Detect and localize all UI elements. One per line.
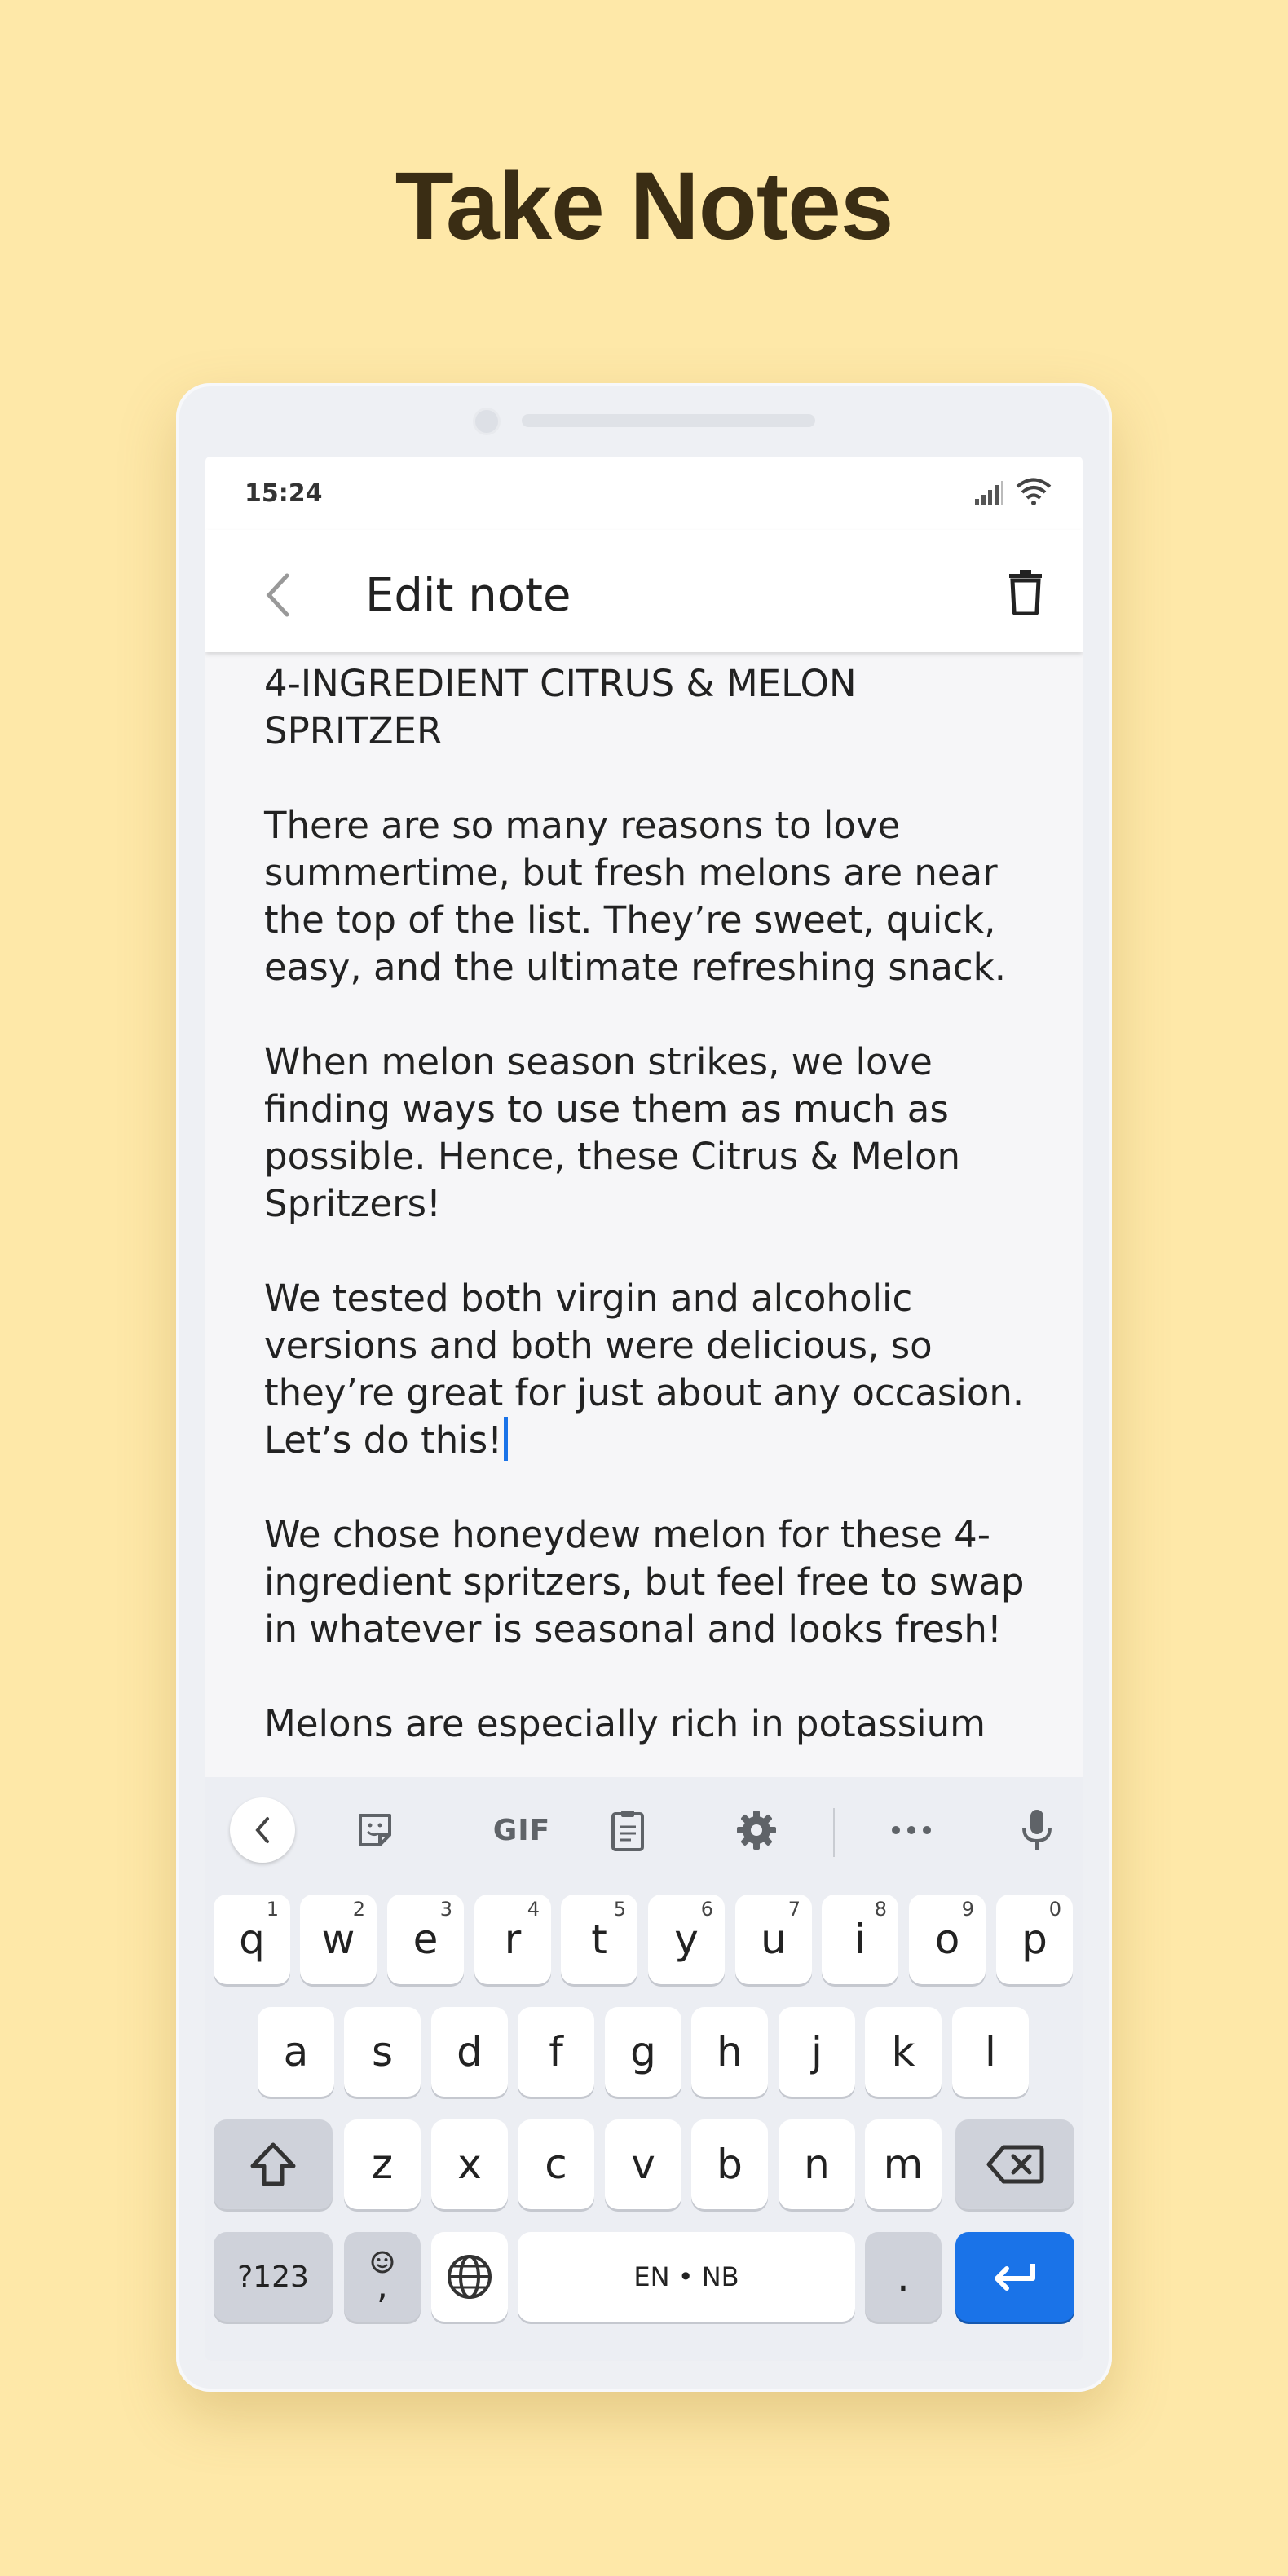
voice-input-button[interactable] [1004, 1797, 1070, 1863]
headline: Take Notes [395, 152, 893, 260]
key-n[interactable]: n [779, 2119, 855, 2209]
trash-icon [1008, 569, 1043, 615]
key-f[interactable]: f [518, 2007, 594, 2097]
note-paragraph-4: We chose honeydew melon for these 4-ingredient spritzers, but feel free to swap in whatever is seasonal and looks fresh! [264, 1513, 1025, 1651]
key-j[interactable]: j [779, 2007, 855, 2097]
microphone-icon [1021, 1808, 1053, 1852]
key-t[interactable]: t 5 [561, 1895, 637, 1984]
period-key[interactable]: . [865, 2232, 942, 2322]
key-b[interactable]: b [691, 2119, 768, 2209]
key-x[interactable]: x [431, 2119, 508, 2209]
key-q[interactable]: q 1 [214, 1895, 290, 1984]
sticker-icon [355, 1811, 395, 1850]
gear-icon [735, 1809, 778, 1851]
key-i[interactable]: i 8 [822, 1895, 898, 1984]
key-c[interactable]: c [518, 2119, 594, 2209]
emoji-comma-key[interactable] [344, 2232, 421, 2322]
enter-icon [990, 2261, 1039, 2293]
note-heading: 4-INGREDIENT CITRUS & MELON SPRITZER [264, 662, 857, 752]
delete-note-button[interactable] [995, 561, 1056, 623]
phone-frame [176, 383, 1112, 2392]
signal-icon [973, 481, 1004, 505]
note-paragraph-3-text: We tested both virgin and alcoholic versions and both were delicious, so they’re great for just about any occasion. Let’s do this! [264, 1277, 1025, 1462]
key-p[interactable]: p 0 [996, 1895, 1073, 1984]
text-cursor [504, 1417, 508, 1461]
key-h[interactable]: h [691, 2007, 768, 2097]
space-key[interactable]: EN • NB [518, 2232, 855, 2322]
note-paragraph-5: Melons are especially rich in potassium [264, 1702, 986, 1745]
clipboard-button[interactable] [595, 1797, 660, 1863]
key-y[interactable]: y 6 [648, 1895, 725, 1984]
page-title: Edit note [365, 569, 571, 622]
language-key[interactable] [431, 2232, 508, 2322]
screen [205, 457, 1083, 2361]
key-d[interactable]: d [431, 2007, 508, 2097]
enter-key[interactable] [955, 2232, 1074, 2322]
key-k[interactable]: k [865, 2007, 942, 2097]
key-u[interactable]: u 7 [735, 1895, 812, 1984]
speaker-grille [522, 414, 815, 427]
backspace-key[interactable] [955, 2119, 1074, 2209]
sticker-button[interactable] [342, 1797, 408, 1863]
toolbar-divider [833, 1808, 835, 1857]
chevron-left-icon [253, 1815, 272, 1845]
status-icons [973, 478, 1052, 505]
globe-icon [446, 2253, 493, 2300]
settings-button[interactable] [724, 1797, 789, 1863]
clipboard-icon [610, 1809, 646, 1851]
status-time: 15:24 [245, 479, 323, 508]
back-button[interactable] [245, 562, 310, 628]
app-bar [205, 530, 1083, 652]
key-g[interactable]: g [605, 2007, 681, 2097]
wifi-icon [1016, 478, 1052, 505]
comma-label: , [377, 2265, 388, 2307]
more-options-button[interactable] [879, 1797, 944, 1863]
more-horizontal-icon [891, 1825, 932, 1835]
key-v[interactable]: v [605, 2119, 681, 2209]
key-l[interactable]: l [952, 2007, 1029, 2097]
keyboard-toolbar [205, 1777, 1083, 1883]
note-paragraph-2: When melon season strikes, we love finding ways to use them as much as possible. Hence, these Citrus & Melon Spritzers! [264, 1040, 961, 1225]
camera-icon [473, 408, 501, 435]
key-w[interactable]: w 2 [300, 1895, 377, 1984]
toolbar-collapse-button[interactable] [230, 1797, 295, 1863]
key-s[interactable]: s [344, 2007, 421, 2097]
gif-button[interactable] [473, 1797, 571, 1863]
key-o[interactable]: o 9 [909, 1895, 986, 1984]
keyboard [205, 1777, 1083, 2361]
gif-label: GIF [492, 1813, 551, 1847]
note-paragraph-3 [264, 1275, 1030, 1464]
key-m[interactable]: m [865, 2119, 942, 2209]
key-e[interactable]: e 3 [387, 1895, 464, 1984]
note-paragraph-1: There are so many reasons to love summertime, but fresh melons are near the top of the list. They’re sweet, quick, easy, and the ultimate refreshing snack. [264, 804, 1007, 989]
back-arrow-icon [261, 571, 293, 620]
backspace-icon [986, 2144, 1044, 2185]
key-a[interactable]: a [258, 2007, 334, 2097]
shift-icon [249, 2142, 297, 2187]
status-bar [205, 457, 1083, 530]
symbols-key[interactable]: ?123 [214, 2232, 333, 2322]
note-editor[interactable] [264, 660, 1030, 1795]
key-r[interactable]: r 4 [474, 1895, 551, 1984]
key-z[interactable]: z [344, 2119, 421, 2209]
shift-key[interactable] [214, 2119, 333, 2209]
